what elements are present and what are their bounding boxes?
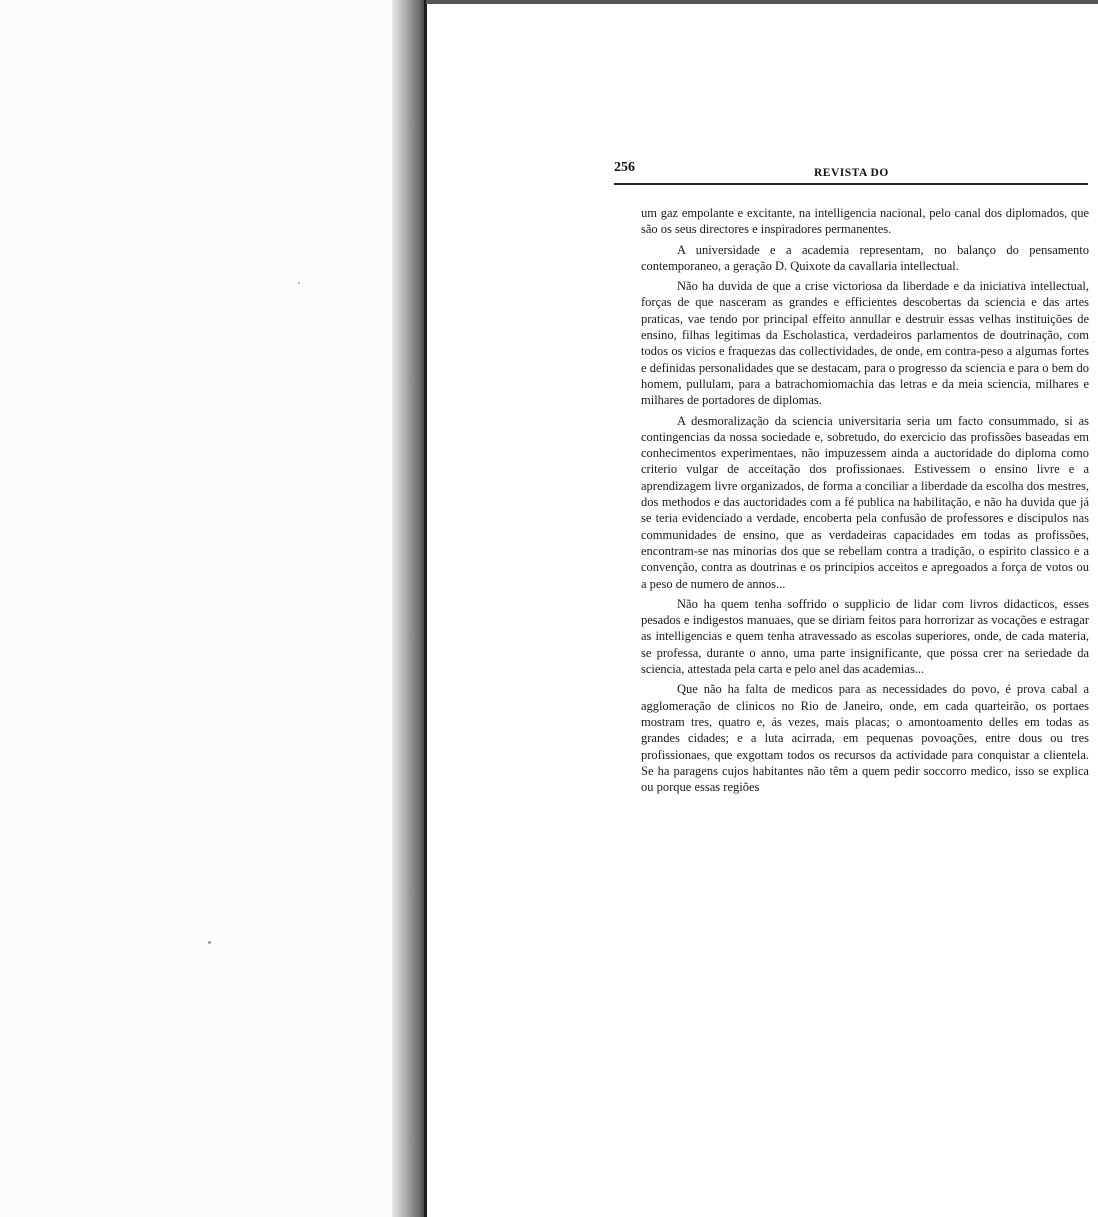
body-text bbox=[641, 205, 1089, 799]
paragraph: A universidade e a academia representam, no balanço do pensamento contemporaneo, a geração D. Quixote da cavallaria intellectual. bbox=[641, 242, 1089, 273]
book-gutter bbox=[392, 0, 426, 1217]
page-header bbox=[614, 160, 1088, 184]
paragraph: Não ha quem tenha soffrido o supplicio de lidar com livros didacticos, esses pesados e indigestos manuaes, que se diriam feitos para horrorizar as vocações e estragar as intelligencias e quem tenha atravessado as escolas superiores, onde, de cada materia, se professa, durante o anno, uma parte insignificante, que possa crer na seriedade da sciencia, attestada pela carta e pelo anel das academias... bbox=[641, 596, 1089, 677]
paragraph: A desmoralização da sciencia universitaria seria um facto consummado, si as contingencias da nossa sociedade e, sobretudo, do exercicio das profissões baseadas em conhecimentos experimentaes, não impuzessem ainda a auctoridade do diploma como criterio vulgar de acceitação dos profissionaes. Estivessem o ensino livre e a aprendizagem livre organizados, de forma a conciliar a liberdade da escolha dos mestres, dos methodos e das auctoridades com a fé publica na habilitação, e não ha duvida que já se teria evidenciado a verdade, encoberta pela confusão de professores e discipulos nas communidades de ensino, que as verdadeiras capacidades em todas as profissões, encontram-se nas minorias dos que se rebellam contra a tradição, o espirito classico e a convenção, contra as doutrinas e os principios acceitos e apregoados a força de votos ou a peso de numero de annos... bbox=[641, 413, 1089, 591]
gutter-edge-line bbox=[424, 0, 427, 1217]
blank-left-page bbox=[0, 0, 392, 1217]
paragraph: um gaz empolante e excitante, na intelligencia nacional, pelo canal dos diplomados, que são os seus directores e inspiradores permanentes. bbox=[641, 206, 1089, 237]
paragraph: Que não ha falta de medicos para as necessidades do povo, é prova cabal a agglomeração de clinicos no Rio de Janeiro, onde, em cada quarteirão, os portaes mostram tres, quatro e, ás vezes, mais placas; o amontoamento delles em todas as grandes cidades; e a luta acirrada, em pequenas povoações, entre dous ou tres profissionaes, que exgottam todos os recursos da actividade para conquistar a clientela. Se ha paragens cujos habitantes não têm a quem pedir soccorro medico, isso se explica ou porque essas regiões bbox=[641, 682, 1089, 795]
page-number: 256 bbox=[614, 160, 635, 175]
paragraph: Não ha duvida de que a crise victoriosa da liberdade e da iniciativa intellectual, forças de que nasceram as grandes e efficientes descobertas da sciencia e das artes praticas, vae tendo por principal effeito annullar e destruir essas velhas instituições de ensino, filhas legitimas da Escholastica, verdadeiros parlamentos de doutrinação, com todos os vicios e fraquezas das collectividades, de onde, em contra-peso a algumas fortes e definidas personalidades que se destacam, para o progresso da sciencia e para o bem do homem, pullulam, para a batrachomiomachia das letras e da meia sciencia, milhares e milhares de portadores de diplomas. bbox=[641, 279, 1089, 408]
running-title: REVISTA DO bbox=[814, 167, 889, 179]
paper-speck bbox=[208, 941, 211, 944]
top-edge-shadow bbox=[426, 0, 1098, 4]
header-rule bbox=[614, 183, 1088, 185]
paper-speck bbox=[298, 282, 300, 284]
